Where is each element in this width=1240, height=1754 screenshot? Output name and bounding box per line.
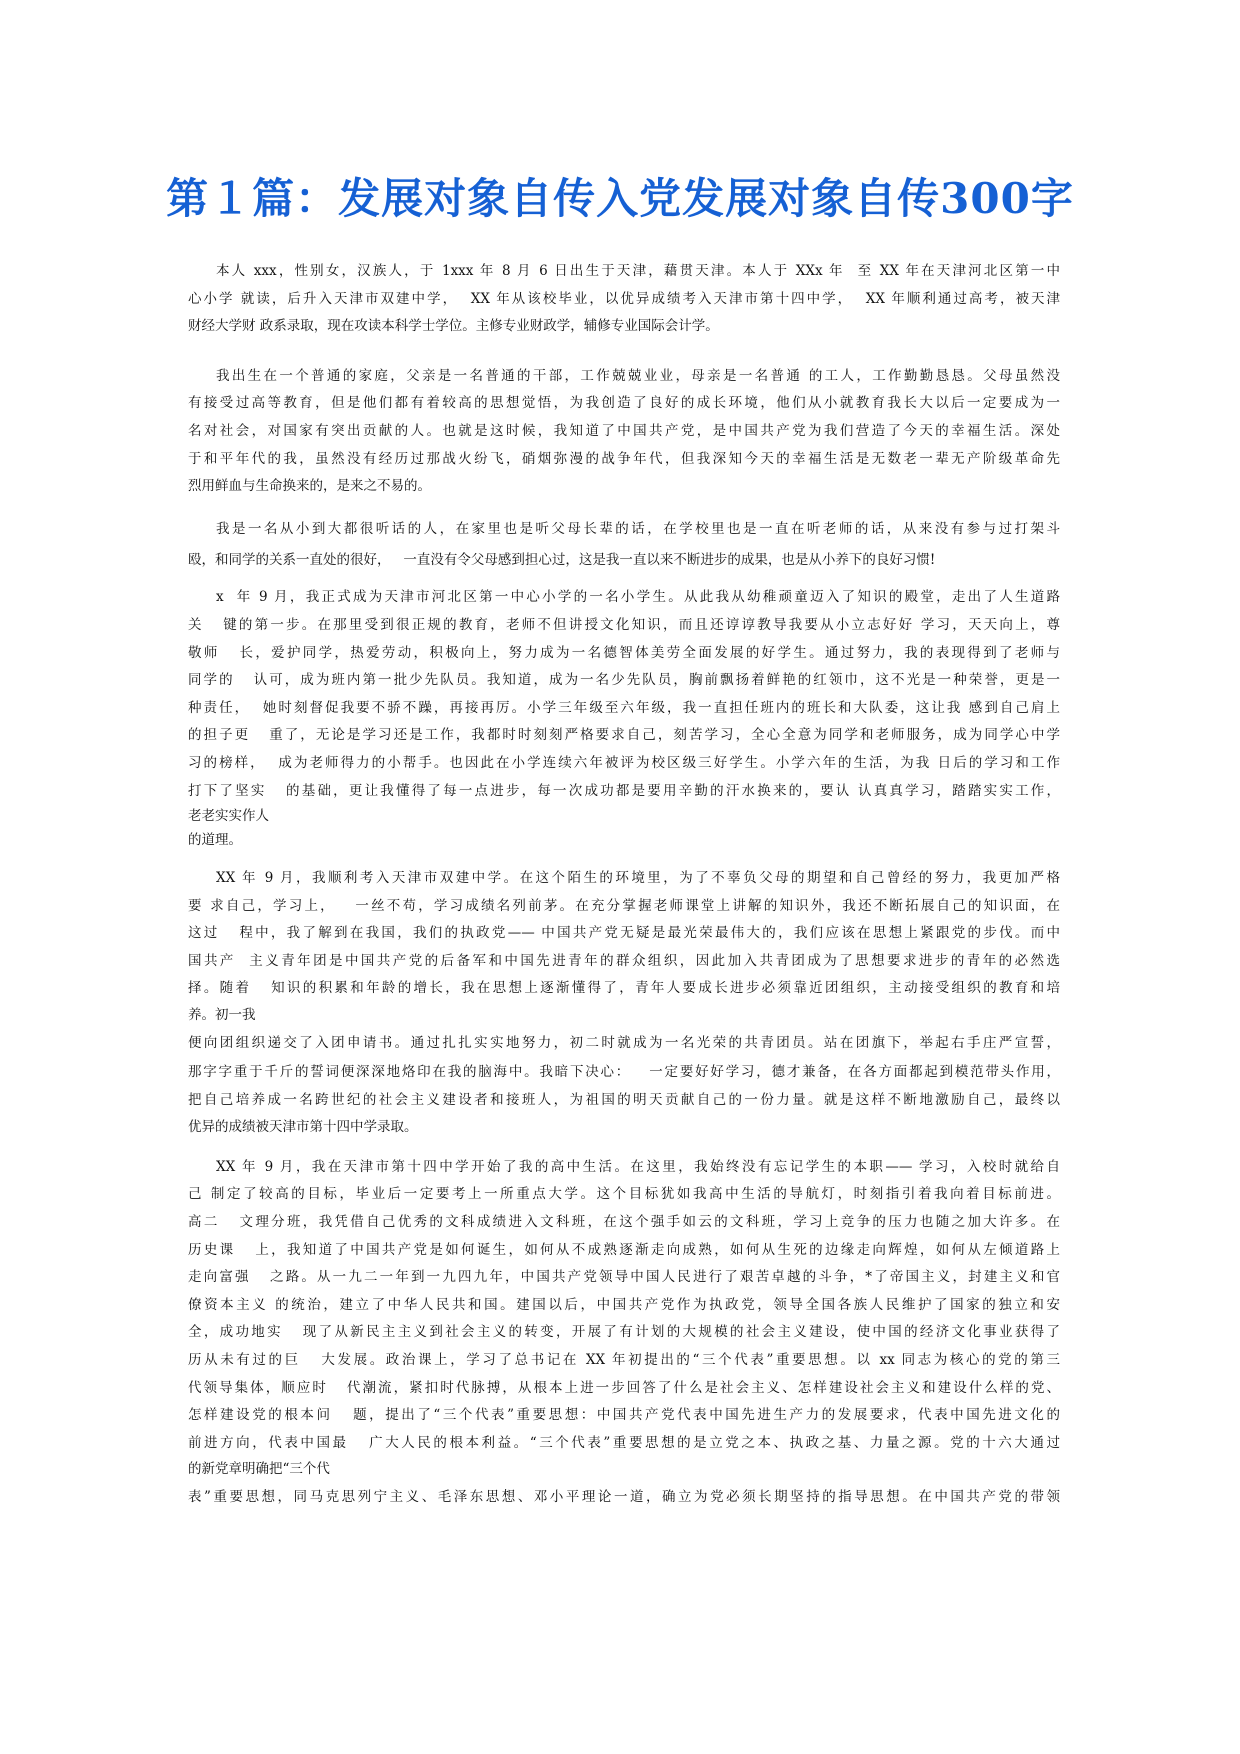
paragraph-line: 那字字重于千斤的誓词便深深地烙印在我的脑海中。我暗下决心： 一定要好好学习，德才兼备，在各方面都起到模范带头作用， xyxy=(188,1064,1060,1081)
paragraph-line: XX 年 9 月，我顺利考入天津市双建中学。在这个陌生的环境里，为了不辜负父母的期望和自己曾经的努力，我更加严格 xyxy=(216,870,1060,887)
paragraph-line: 己 制定了较高的目标，毕业后一定要考上一所重点大学。这个目标犹如我高中生活的导航灯，时刻指引着我向着目标前进。 xyxy=(188,1186,1060,1203)
paragraph-line: x 年 9 月，我正式成为天津市河北区第一中心小学的一名小学生。从此我从幼稚顽童迈入了知识的殿堂，走出了人生道路 xyxy=(216,589,1060,606)
paragraph-line: 历史课 上，我知道了中国共产党是如何诞生，如何从不成熟逐渐走向成熟，如何从生死的边缘走向辉煌，如何从左倾道路上 xyxy=(188,1241,1060,1258)
paragraph-line: 走向富强 之路。从一九二一年到一九四九年，中国共产党领导中国人民进行了艰苦卓越的斗争，*了帝国主义，封建主义和官 xyxy=(188,1269,1060,1286)
paragraph-line: 敬师 长，爱护同学，热爱劳动，积极向上，努力成为一名德智体美劳全面发展的好学生。通过努力，我的表现得到了老师与 xyxy=(188,644,1060,661)
paragraph-line: 我出生在一个普通的家庭，父亲是一名普通的干部，工作兢兢业业，母亲是一名普通 的工人，工作勤勤恳恳。父母虽然没 xyxy=(216,367,1060,384)
paragraph-character xyxy=(188,511,1060,575)
paragraph-line: 老老实实作人 xyxy=(188,808,269,825)
paragraph-middle-school xyxy=(188,865,1060,1142)
paragraph-line: 要 求自己，学习上， 一丝不苟，学习成绩名列前茅。在充分掌握老师课堂上讲解的知识外，我还不断拓展自己的知识面，在 xyxy=(188,897,1060,914)
paragraph-line: 代领导集体，顺应时 代潮流，紧扣时代脉搏，从根本上进一步回答了什么是社会主义、怎样建设社会主义和建设什么样的党、 xyxy=(188,1379,1060,1396)
paragraph-line: 习的榜样， 成为老师得力的小帮手。也因此在小学连续六年被评为校区级三好学生。小学六年的生活，为我 日后的学习和工作 xyxy=(188,754,1060,771)
paragraph-line: 表”重要思想，同马克思列宁主义、毛泽东思想、邓小平理论一道，确立为党必须长期坚持的指导思想。在中国共产党的带领 xyxy=(188,1489,1060,1506)
paragraph-line: 同学的 认可，成为班内第一批少先队员。我知道，成为一名少先队员，胸前飘扬着鲜艳的红领巾，这不光是一种荣誉，更是一 xyxy=(188,672,1060,689)
paragraph-line: 烈用鲜血与生命换来的，是来之不易的。 xyxy=(188,478,431,495)
paragraph-line: 这过 程中，我了解到在我国，我们的执政党—— 中国共产党无疑是最光荣最伟大的，我们应该在思想上紧跟党的步伐。而中 xyxy=(188,925,1060,942)
paragraph-intro xyxy=(188,258,1060,341)
paragraph-line: 名对社会，对国家有突出贡献的人。也就是这时候，我知道了中国共产党，是中国共产党为我们营造了今天的幸福生活。深处 xyxy=(188,422,1060,439)
paragraph-line: 财经大学财 政系录取，现在攻读本科学士学位。主修专业财政学，辅修专业国际会计学。 xyxy=(188,318,719,335)
paragraph-line: 全，成功地实 现了从新民主主义到社会主义的转变，开展了有计划的大规模的社会主义建设，使中国的经济文化事业获得了 xyxy=(188,1324,1060,1341)
paragraph-line: 本人 xxx，性别女，汉族人，于 1xxx 年 8 月 6 日出生于天津，藉贯天津。本人于 XXx 年 至 XX 年在天津河北区第一中 xyxy=(216,263,1060,279)
paragraph-line: 前进方向，代表中国最 广大人民的根本利益。“三个代表”重要思想的是立党之本、执政之基、力量之源。党的十六大通过 xyxy=(188,1434,1060,1451)
paragraph-line: 便向团组织递交了入团申请书。通过扎扎实实地努力，初二时就成为一名光荣的共青团员。站在团旗下，举起右手庄严宣誓， xyxy=(188,1035,1060,1052)
paragraph-line: 的担子更 重了，无论是学习还是工作，我都时时刻刻严格要求自己，刻苦学习，全心全意为同学和老师服务，成为同学心中学 xyxy=(188,727,1060,744)
paragraph-line: 于和平年代的我，虽然没有经历过那战火纷飞，硝烟弥漫的战争年代，但我深知今天的幸福生活是无数老一辈无产阶级革命先 xyxy=(188,450,1060,467)
paragraph-line: 养。初一我 xyxy=(188,1007,256,1024)
paragraph-line: 僚资本主义 的统治，建立了中华人民共和国。建国以后，中国共产党作为执政党，领导全国各族人民维护了国家的独立和安 xyxy=(188,1296,1060,1313)
paragraph-line: 关 键的第一步。在那里受到很正规的教育，老师不但讲授文化知识，而且还谆谆教导我要从小立志好好 学习，天天向上，尊 xyxy=(188,616,1060,633)
document-title: 第１篇：发展对象自传入党发展对象自传300字 xyxy=(166,174,1074,223)
document-body xyxy=(188,258,1060,1527)
paragraph-line: 把自己培养成一名跨世纪的社会主义建设者和接班人，为祖国的明天贡献自己的一份力量。就是这样不断地激励自己，最终以 xyxy=(188,1091,1060,1108)
paragraph-line: 国共产 主义青年团是中国共产党的后备军和中国先进青年的群众组织，因此加入共青团成为了思想要求进步的青年的必然选 xyxy=(188,952,1060,969)
paragraph-line: 高二 文理分班，我凭借自己优秀的文科成绩进入文科班，在这个强手如云的文科班，学习上竞争的压力也随之加大许多。在 xyxy=(188,1214,1060,1231)
paragraph-high-school xyxy=(188,1154,1060,1514)
paragraph-line: 有接受过高等教育，但是他们都有着较高的思想觉悟，为我创造了良好的成长环境，他们从小就教育我长大以后一定要成为一 xyxy=(188,395,1060,412)
paragraph-line: 的道理。 xyxy=(188,832,242,849)
paragraph-line: 我是一名从小到大都很听话的人，在家里也是听父母长辈的话，在学校里也是一直在听老师的话，从来没有参与过打架斗 xyxy=(216,520,1060,537)
paragraph-line: 的新党章明确把“三个代 xyxy=(188,1461,330,1478)
paragraph-primary-school xyxy=(188,584,1060,853)
paragraph-line: 怎样建设党的根本问 题，提出了“三个代表”重要思想：中国共产党代表中国先进生产力的发展要求，代表中国先进文化的 xyxy=(188,1407,1060,1424)
paragraph-line: 殴，和同学的关系一直处的很好， 一直没有令父母感到担心过，这是我一直以来不断进步的成果，也是从小养下的良好习惯! xyxy=(188,551,936,568)
paragraph-line: 心小学 就读，后升入天津市双建中学， XX 年从该校毕业，以优异成绩考入天津市第十四中学， XX 年顺利通过高考，被天津 xyxy=(188,290,1060,307)
paragraph-family xyxy=(188,363,1060,501)
paragraph-line: XX 年 9 月，我在天津市第十四中学开始了我的高中生活。在这里，我始终没有忘记学生的本职—— 学习，入校时就给自 xyxy=(216,1158,1060,1175)
paragraph-line: 历从未有过的巨 大发展。政治课上，学习了总书记在 XX 年初提出的“三个代表”重要思想。以 xx 同志为核心的党的第三 xyxy=(188,1352,1060,1368)
paragraph-line: 择。随着 知识的积累和年龄的增长，我在思想上逐渐懂得了，青年人要成长进步必须靠近团组织，主动接受组织的教育和培 xyxy=(188,980,1060,997)
paragraph-line: 种责任， 她时刻督促我要不骄不躁，再接再厉。小学三年级至六年级，我一直担任班内的班长和大队委，这让我 感到自己肩上 xyxy=(188,699,1060,716)
paragraph-line: 优异的成绩被天津市第十四中学录取。 xyxy=(188,1119,418,1136)
paragraph-line: 打下了坚实 的基础，更让我懂得了每一点进步，每一次成功都是要用辛勤的汗水换来的，要认 认真真学习，踏踏实实工作， xyxy=(188,782,1060,799)
